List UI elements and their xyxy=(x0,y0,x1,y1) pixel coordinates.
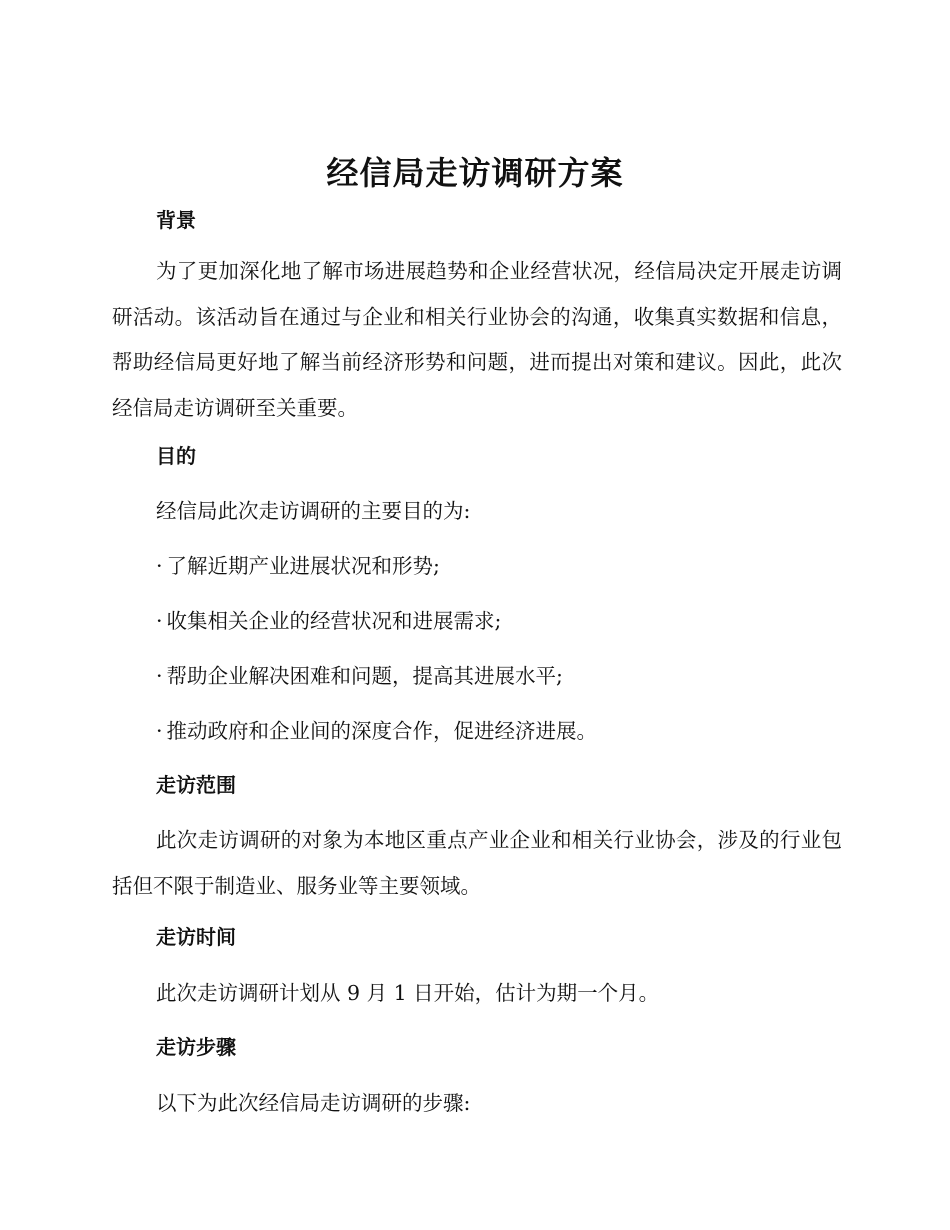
bullet-icon: · xyxy=(156,719,163,743)
scope-paragraph: 此次走访调研的对象为本地区重点产业企业和相关行业协会，涉及的行业包括但不限于制造业、服务业等主要领域。 xyxy=(112,828,842,898)
section-heading-background: 背景 xyxy=(156,208,196,232)
time-paragraph: 此次走访调研计划从 9 月 1 日开始，估计为期一个月。 xyxy=(156,981,660,1005)
list-item-text: 帮助企业解决困难和问题，提高其进展水平; xyxy=(166,664,563,688)
bullet-icon: · xyxy=(156,554,163,578)
list-item xyxy=(156,661,563,691)
list-item-text: 收集相关企业的经营状况和进展需求; xyxy=(166,609,502,633)
list-item-text: 了解近期产业进展状况和形势; xyxy=(166,554,440,578)
section-heading-scope: 走访范围 xyxy=(156,773,236,797)
background-paragraph: 为了更加深化地了解市场进展趋势和企业经营状况，经信局决定开展走访调研活动。该活动旨在通过与企业和相关行业协会的沟通，收集真实数据和信息，帮助经信局更好地了解当前经济形势和问题，进而提出对策和建议。因此，此次经信局走访调研至关重要。 xyxy=(112,259,842,420)
steps-intro: 以下为此次经信局走访调研的步骤: xyxy=(156,1091,471,1115)
bullet-icon: · xyxy=(156,664,163,688)
document-title: 经信局走访调研方案 xyxy=(326,154,624,192)
section-heading-steps: 走访步骤 xyxy=(156,1035,236,1059)
bullet-icon: · xyxy=(156,609,163,633)
section-heading-time: 走访时间 xyxy=(156,925,236,949)
list-item xyxy=(156,606,501,636)
purpose-intro: 经信局此次走访调研的主要目的为: xyxy=(156,499,471,523)
list-item-text: 推动政府和企业间的深度合作，促进经济进展。 xyxy=(166,719,598,743)
list-item xyxy=(156,716,597,746)
list-item xyxy=(156,551,440,581)
section-heading-purpose: 目的 xyxy=(156,444,196,468)
